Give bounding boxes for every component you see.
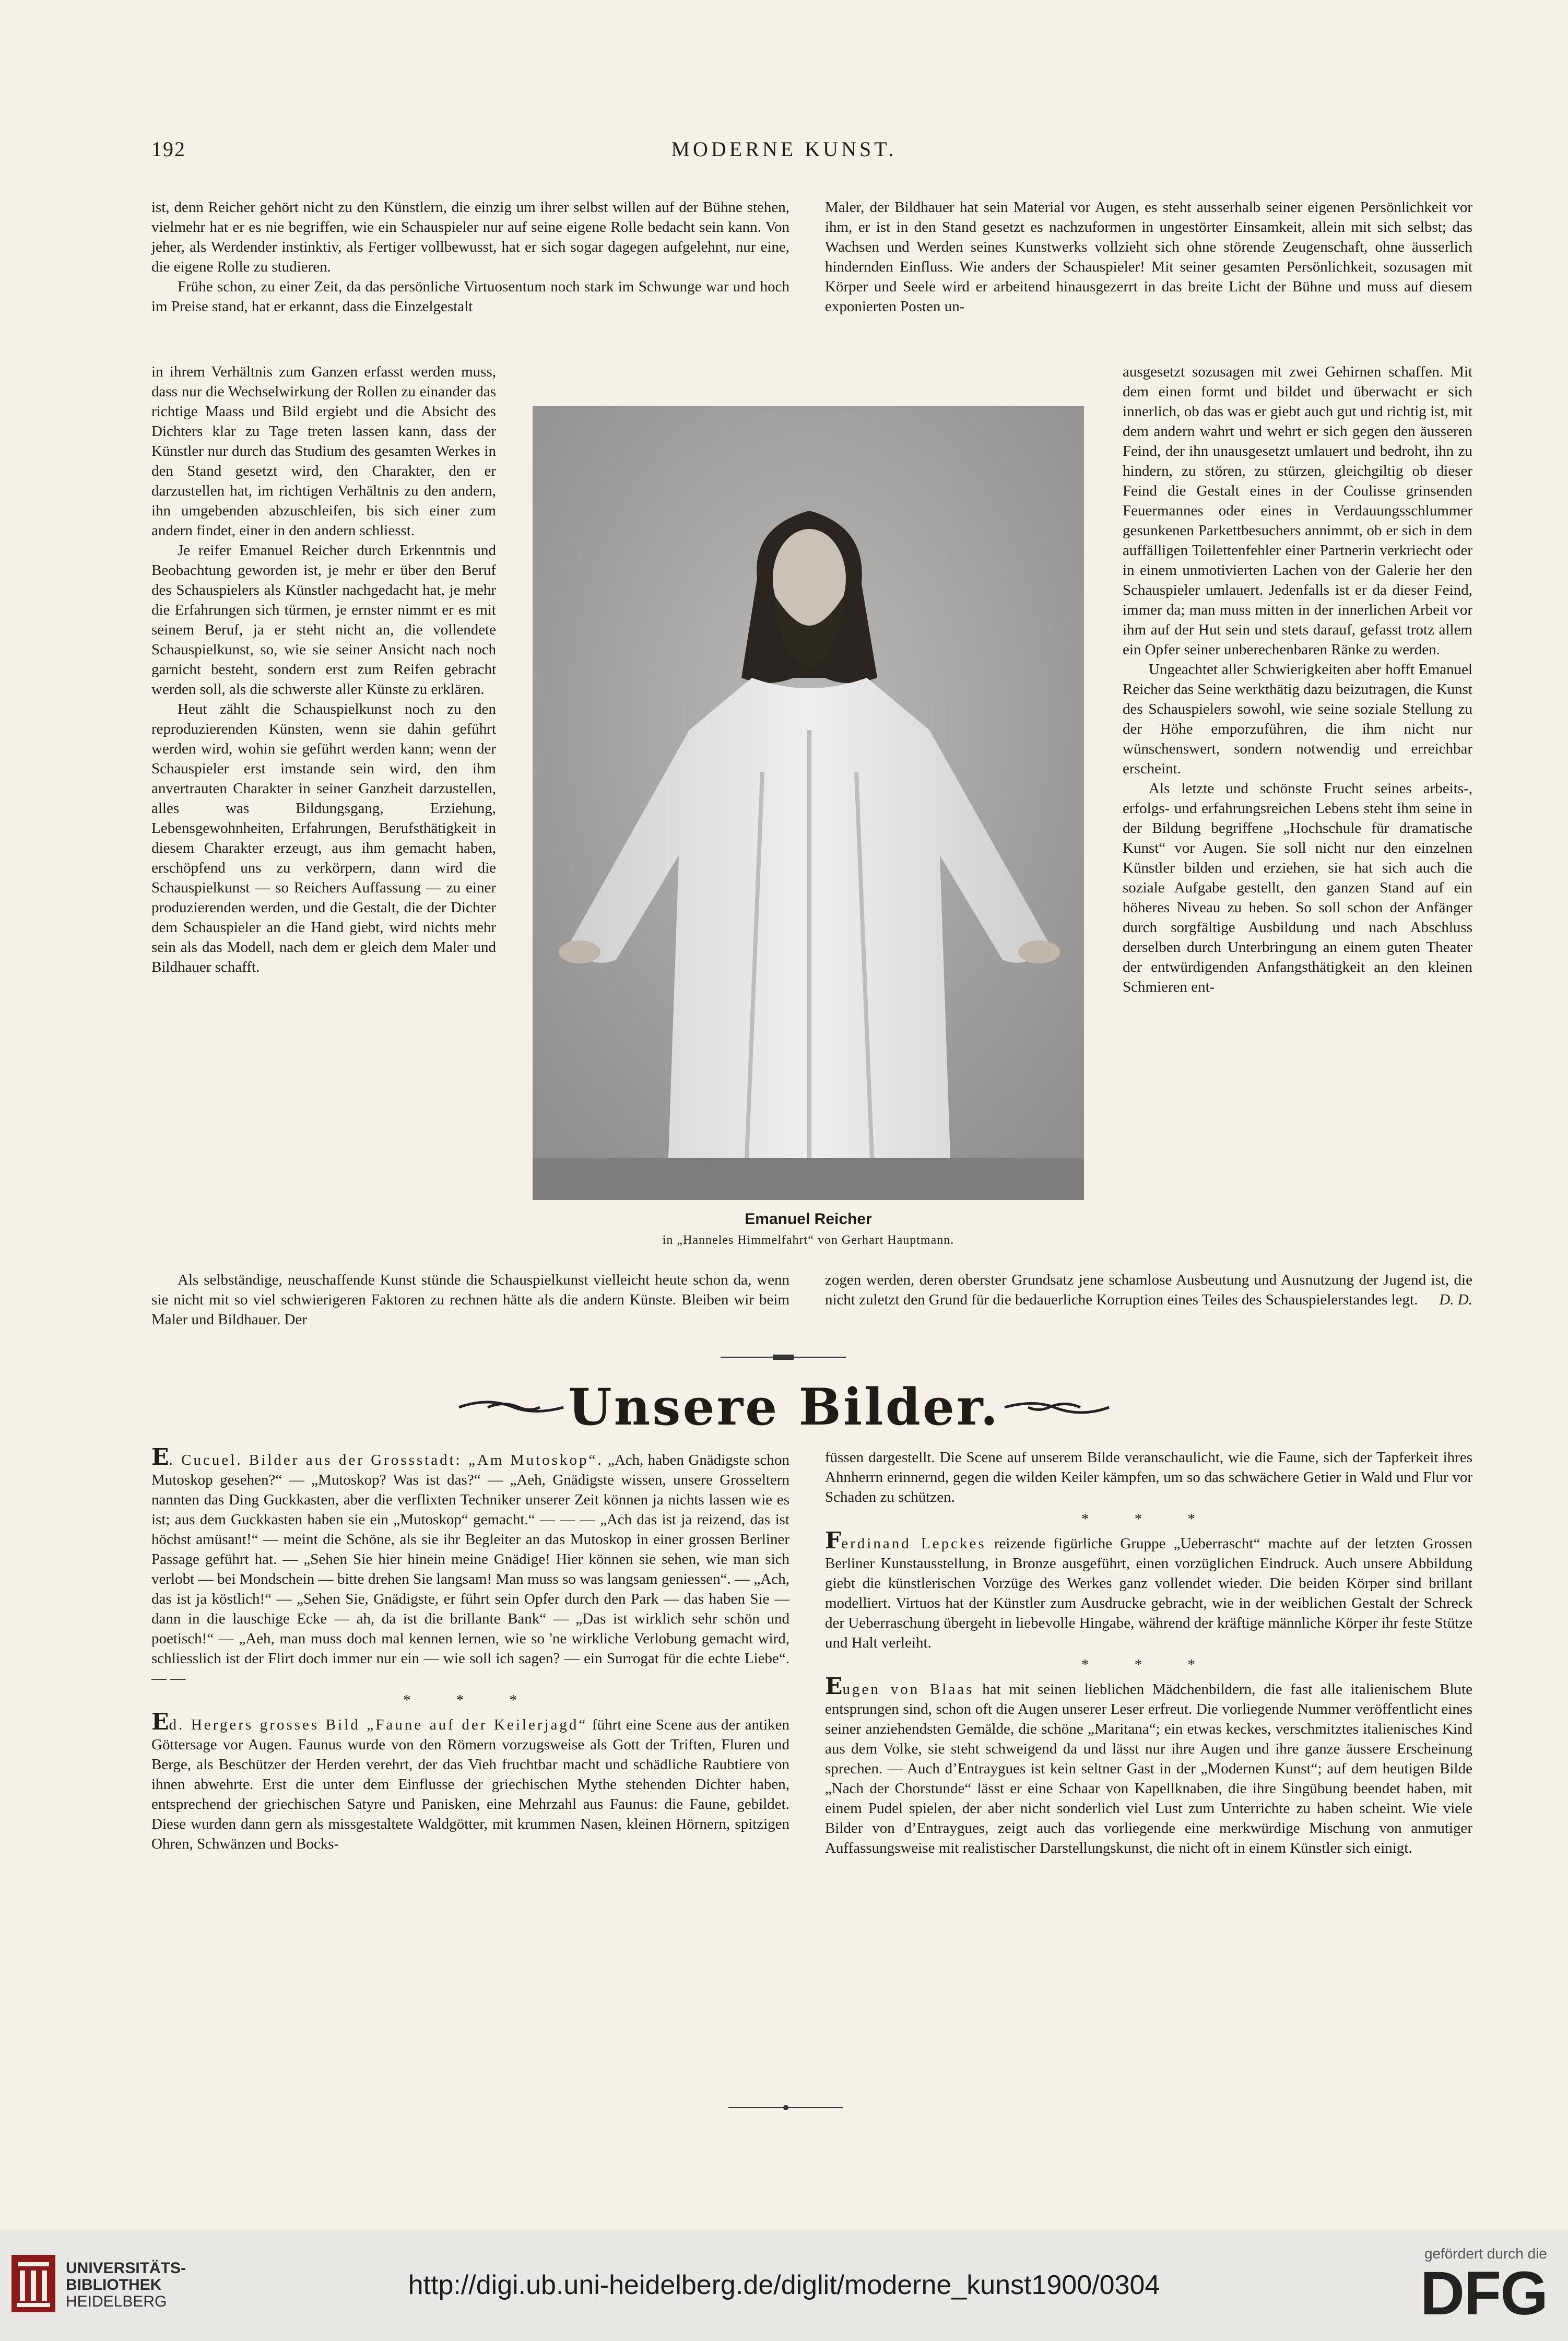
article-left-top (151, 197, 789, 316)
separator-asterisks: * * * (1081, 1511, 1216, 1527)
article-left-narrow (151, 362, 496, 977)
running-title: MODERNE KUNST. (671, 137, 897, 161)
bilder-entry (151, 1444, 789, 1688)
separator-asterisks: * * * (1081, 1656, 1216, 1673)
figure-caption-name: Emanuel Reicher (745, 1210, 872, 1228)
article-paragraph: ausgesetzt sozusagen mit zwei Gehirnen schaffen. Mit dem einen formt und bildet und überwacht er sich innerlich, ob das was er giebt auch gut und richtig ist, mit dem andern wahrt und wehrt er sich gegen den äusseren Feind, der ihn unausgesetzt umlauert und bedroht, ihn zu hindern, zu stören, zu stürzen, gleichgiltig ob dieser Feind die Gestalt eines in der Coulisse grinsenden Feuermannes oder eines in Verdauungsschlummer gesunkenen Parkettbesuchers annimmt, ob er sich in dem auffälligen Toilettenfehler einer Partnerin verkriecht oder in einem unmotivierten Lachen von der Galerie her den Schauspieler umlauert. Jedenfalls ist er da dieser Feind, immer da; man muss mitten in der innerlichen Arbeit vor ihm auf der Hut sein und stets darauf, gefasst trotz allem ein Opfer seiner unberechenbaren Ränke zu werden. (1123, 363, 1472, 658)
article-paragraph: Ungeachtet aller Schwierigkeiten aber hofft Emanuel Reicher das Seine werkthätig dazu beizutragen, die Kunst des Schauspielers sowohl, wie seine soziale Stellung zu der Höhe emporzuführen, die ihm nicht nur wünschenswert, sondern notwendig und erreichbar erscheint. (1123, 661, 1472, 777)
article-signature: D. D. (1439, 1291, 1472, 1308)
article-paragraph: Heut zählt die Schauspielkunst noch zu den reproduzierenden Künsten, wenn sie dahin geführt werden wird, wohin sie geführt werden kann; wenn der Schauspieler erst imstande sein wird, den ihm anvertrauten Charakter in seiner Ganzheit darzustellen, alles was Bildungsgang, Erziehung, Lebensgewohnheiten, Erfahrungen, Berufsthätigkeit in diesem Charakter erzeugt, aus ihm gemacht haben, erschöpfend uns zu verkörpern, dann wird die Schauspielkunst — so Reichers Auffassung — zu einer produzierenden werden, und die Gestalt, die der Dichter dem Schauspieler an die Hand giebt, wird nichts mehr sein als das Modell, nach dem er gleich dem Maler und Bildhauer schafft. (151, 701, 496, 975)
bilder-text: „Ach, haben Gnädigste schon Mutoskop gesehen?“ — „Mutoskop? Was ist das?“ — „Aeh, Gnädigste wissen, unsere Grosseltern nannten das Ding Guckkasten, aber die verflixten Techniker unserer Zeit können ja nichts lassen wie es ist; aus dem Guckkasten haben sie ein „Mutoskop“ gemacht.“ — — — „Ach das ist ja reizend, das ist höchst amüsant!“ — meint die Schöne, als sie ihr Begleiter an das Mutoskop in einer grossen Berliner Passage geführt hat. — „Sehen Sie hier hinein meine Gnädige! Hier können sie sehen, wie man sich verlobt — bei Mondschein — bitte drehen Sie langsam! Man muss so was langsam geniessen“. — „Ach, das ist ja köstlich!“ — „Sehen Sie, Gnädigste, er führt sein Opfer durch den Park — das haben Sie — dann in die lauschige Ecke — ah, da ist die brillante Bank“ — „Das ist wirklich sehr schön und poetisch!“ — „Aeh, man muss doch mal kennen lernen, wie so 'ne wirkliche Verlobung gemacht wird, schliesslich ist der Flirt doch immer nur ein — wie soll ich sagen? — ein Surrogat für die echte Liebe“. — — (151, 1452, 789, 1687)
end-ornament (728, 2104, 843, 2111)
funder-label: gefördert durch die (1424, 2245, 1547, 2262)
bilder-right-column (825, 1448, 1472, 1858)
bilder-entry: füssen dargestellt. Die Scene auf unserem Bilde veranschaulicht, wie die Faune, sich der Tapferkeit ihres Ahnherrn erinnernd, gegen die wilden Keiler kämpfen, um so das schwächere Getier in Wald und Flur vor Schaden zu schützen. (825, 1449, 1472, 1505)
bilder-left-column (151, 1444, 789, 1854)
bilder-text: reizende figürliche Gruppe „Ueberrascht“ machte auf der letzten Grossen Berliner Kunstausstellung, in Bronze ausgeführt, einen vorzüglichen Eindruck. Auch unsere Abbildung giebt die künstlerischen Vorzüge des Werkes ganz vollendet wieder. Die beiden Körper sind brillant modelliert. Virtuos hat der Künstler zum Ausdrucke gebracht, wie in der weiblichen Gestalt der Schreck der Ueberraschung übergeht in liebevolle Hingabe, während der kräftige männliche Körper ihr feste Stütze und Halt verleiht. (825, 1535, 1472, 1651)
article-paragraph: Frühe schon, zu einer Zeit, da das persönliche Virtuosentum noch stark im Schwunge war und hoch im Preise stand, hat er erkannt, dass die Einzelgestalt (151, 278, 789, 315)
library-name-line: UNIVERSITÄTS- (66, 2260, 186, 2277)
drop-initial: F (825, 1527, 842, 1554)
article-paragraph: Als letzte und schönste Frucht seines arbeits-, erfolgs- und erfahrungsreichen Lebens steht ihm seine in der Bildung begriffene „Hochschule für dramatische Kunst“ vor Augen. Sie soll nicht nur den einzelnen Künstler bilden und erziehen, sie hat sich auch die soziale Aufgabe gestellt, den ganzen Stand auf ein höheres Niveau zu heben. So soll schon der Anfänger durch sorgfältige Ausbildung und nach Abschluss derselben durch Unterbringung an einem guten Theater der entwürdigenden Anfangsthätigkeit an den kleinen Schmieren ent- (1123, 780, 1472, 995)
figure-caption-subtitle: in „Hanneles Himmelfahrt“ von Gerhart Hauptmann. (662, 1233, 954, 1247)
article-right-bottom (825, 1270, 1472, 1310)
article-left-bottom: Als selbständige, neuschaffende Kunst stünde die Schauspielkunst vielleicht heute schon da, wenn sie nicht mit so viel schwierigeren Faktoren zu rechnen hätte als die andern Künste. Bleiben wir beim Maler und Bildhauer. Der (151, 1272, 789, 1328)
funder-block[interactable] (1380, 2245, 1547, 2329)
flourish-left-icon (456, 1394, 566, 1420)
article-right-narrow (1123, 362, 1472, 997)
flourish-right-icon (1002, 1394, 1112, 1420)
drop-initial: E (151, 1444, 169, 1471)
portrait-photo-emanuel-reicher (533, 406, 1084, 1200)
bilder-entry (825, 1527, 1472, 1653)
bilder-lead: ugen von Blaas (842, 1681, 974, 1698)
drop-initial: E (151, 1709, 169, 1735)
page-number: 192 (151, 137, 186, 161)
bilder-text: führt eine Scene aus der antiken Göttersage vor Augen. Faunus wurde von den Römern vorzugsweise als Gott der Triften, Fluren und Berge, als Beschützer der Herden verehrt, der das Vieh fruchtbar macht und schädliche Raubtiere von ihnen abwehrte. Erst die unter dem Einflusse der griechischen Mythe stehenden Dichter haben, entsprechend der griechischen Satyre und Panisken, eine Mehrzahl aus Faunus: die Faune, gebildet. Diese wurden dann gern als missgestaltete Waldgötter, mit krummen Nasen, kleinen Hörnern, spitzigen Ohren, Schwänzen und Bocks- (151, 1716, 789, 1852)
drop-initial: E (825, 1673, 843, 1700)
ornamental-divider (721, 1354, 846, 1361)
section-title: Unsere Bilder. (568, 1378, 1000, 1437)
bilder-entry (825, 1673, 1472, 1858)
dfg-logo: DFG (1420, 2259, 1547, 2328)
digitization-footer (0, 2230, 1568, 2341)
article-paragraph: Je reifer Emanuel Reicher durch Erkenntnis und Beobachtung geworden ist, je mehr er über den Beruf des Schauspielers als Künstler nachgedacht hat, je mehr die Erfahrungen sich türmen, je ernster nimmt er es mit seinem Beruf, ja er steht nicht an, die vollendete Schauspielkunst, so, wie sie seiner Ansicht nach noch garnicht besteht, sondern erst zum Reifen gebracht werden soll, als die schwerste aller Künste zu erklären. (151, 542, 496, 698)
article-closing: zogen werden, deren oberster Grundsatz jene schamlose Ausbeutung und Ausnutzung der Jugend ist, die nicht zuletzt den Grund für die bedauerliche Korruption eines Teiles des Schauspielerstandes legt. (825, 1272, 1472, 1308)
library-name-line: BIBLIOTHEK (66, 2276, 162, 2293)
article-right-top: Maler, der Bildhauer hat sein Material vor Augen, es steht ausserhalb seiner eigenen Persönlichkeit vor ihm, er ist in den Stand gesetzt es nachzuformen in ungestörter Einsamkeit, allein mit sich selbst; das Wachsen und Werden seines Kunstwerks vollzieht sich ohne störende Zeugenschaft, ohne äusserlich hindernden Einfluss. Wie anders der Schauspieler! Mit seiner gesamten Persönlichkeit, sozusagen mit Körper und Seele wird er arbeitend hinausgezerrt in das breite Licht der Bühne und muss auf diesem exponierten Posten un- (825, 199, 1472, 315)
bilder-text: hat mit seinen lieblichen Mädchenbildern, die fast alle italienischem Blute entsprungen sind, schon oft die Augen unserer Leser erfreut. Die vorliegende Nummer veröffentlicht eines seiner anziehendsten Gemälde, die schöne „Maritana“; ein etwas keckes, verschmitztes italienisches Kind aus dem Volke, sie steht schweigend da und lässt nur ihre Augen und ihre ganze äussere Erscheinung sprechen. — Auch d’Entraygues ist kein seltner Gast in der „Modernen Kunst“; auf dem heutigen Bilde „Nach der Chorstunde“ lässt er eine Schaar von Kapellknaben, die ihre Singübung beendet haben, mit einem Pudel spielen, der aber nicht sonderlich viel Lust zum Unterrichte zu haben scheint. Wie viele Bilder von d’Entraygues, zeigt auch das vorliegende eine merkwürdige Mischung von anmutiger Auffassungsweise mit realistischer Darstellungskunst, die nicht oft in einem Künstler sich einigt. (825, 1681, 1472, 1856)
permalink-url[interactable]: http://digi.ub.uni-heidelberg.de/diglit/moderne_kunst1900/0304 (408, 2270, 1160, 2300)
bilder-lead: d. Hergers grosses Bild „Faune auf der Keilerjagd“ (169, 1716, 588, 1733)
bilder-entry (151, 1709, 789, 1854)
portrait-illustration (533, 406, 1084, 1200)
section-heading (0, 1378, 1568, 1451)
article-paragraph: ist, denn Reicher gehört nicht zu den Künstlern, die einzig um ihrer selbst willen auf der Bühne stehen, vielmehr hat er es nie begriffen, wie ein Schauspieler nur auf seine eigene Rolle bedacht sein kann. Von jeher, als Werdender instinktiv, als Fertiger vollbewusst, hat er sich sogar dagegen aufgelehnt, nur eine, die eigene Rolle zu studieren. (151, 199, 789, 275)
article-paragraph: in ihrem Verhältnis zum Ganzen erfasst werden muss, dass nur die Wechselwirkung der Rollen zu einander das richtige Maass und Bild ergiebt und die Absicht des Dichters klar zu Tage treten lassen kann, dass der Künstler nur durch das Studium des gesamten Werkes in den Stand gesetzt wird, den Charakter, den er darzustellen hat, im richtigen Verhältnis zu den andern, ihn umgebenden abzuschleifen, bis sich einer zum andern findet, einer in den andern schliesst. (151, 363, 496, 539)
library-name-line: HEIDELBERG (66, 2293, 167, 2310)
separator-asterisks: * * * (403, 1692, 538, 1709)
page-header (151, 137, 1417, 168)
bilder-lead: erdinand Lepckes (841, 1535, 986, 1552)
bilder-lead: . Cucuel. Bilder aus der Grossstadt: „Am Mutoskop“. (169, 1452, 604, 1468)
